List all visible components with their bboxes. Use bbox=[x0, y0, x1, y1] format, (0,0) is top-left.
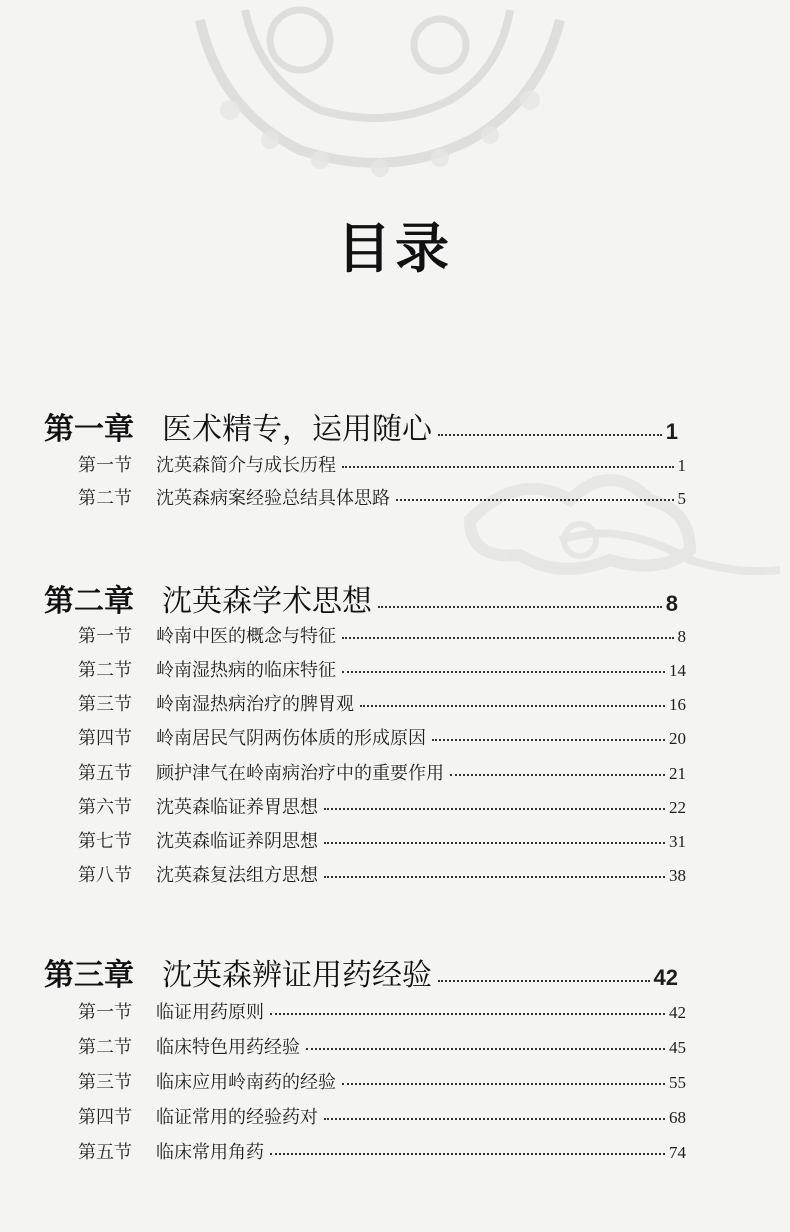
chapter-title: 沈英森辨证用药经验 bbox=[162, 958, 432, 993]
chapter-page: 42 bbox=[653, 965, 678, 990]
section-title: 临证常用的经验药对 bbox=[156, 1107, 318, 1128]
section-page: 31 bbox=[669, 832, 686, 851]
dot-leader bbox=[324, 876, 665, 878]
section-number: 第一节 bbox=[78, 1002, 132, 1023]
section-number: 第三节 bbox=[78, 694, 132, 715]
section-title: 沈英森临证养胃思想 bbox=[156, 797, 318, 818]
dot-leader bbox=[324, 1118, 665, 1120]
section-page: 68 bbox=[669, 1108, 686, 1127]
section-number: 第二节 bbox=[78, 660, 132, 681]
dot-leader bbox=[396, 499, 674, 501]
section-page: 8 bbox=[677, 627, 686, 646]
dot-leader bbox=[342, 466, 674, 468]
section-number: 第五节 bbox=[78, 763, 132, 784]
dot-leader bbox=[324, 842, 665, 844]
chapter-heading[interactable] bbox=[44, 576, 678, 620]
page-title: 目录 bbox=[337, 217, 453, 280]
dot-leader bbox=[432, 739, 665, 741]
section-title: 沈英森临证养阴思想 bbox=[156, 831, 318, 852]
dot-leader bbox=[306, 1048, 665, 1050]
dot-leader bbox=[270, 1153, 665, 1155]
toc-section-entry[interactable] bbox=[78, 1068, 686, 1094]
toc-section-entry[interactable] bbox=[78, 1033, 686, 1059]
dot-leader bbox=[270, 1013, 665, 1015]
section-page: 74 bbox=[669, 1143, 686, 1162]
chapter-title: 沈英森学术思想 bbox=[162, 584, 372, 619]
chapter-heading[interactable] bbox=[44, 404, 678, 448]
chapter-heading[interactable] bbox=[44, 950, 678, 994]
dot-leader bbox=[342, 1083, 665, 1085]
toc-section-entry[interactable] bbox=[78, 827, 686, 853]
section-title: 临床常用角药 bbox=[156, 1142, 264, 1163]
chapter-number: 第三章 bbox=[44, 958, 134, 993]
dot-leader bbox=[360, 705, 665, 707]
section-title: 沈英森复法组方思想 bbox=[156, 865, 318, 886]
dot-leader bbox=[342, 637, 674, 639]
section-title: 岭南中医的概念与特征 bbox=[156, 626, 336, 647]
chapter-number: 第一章 bbox=[44, 412, 134, 447]
toc-section-entry[interactable] bbox=[78, 622, 686, 648]
dot-leader bbox=[342, 671, 665, 673]
section-number: 第五节 bbox=[78, 1142, 132, 1163]
toc-section-entry[interactable] bbox=[78, 724, 686, 750]
chapter-title: 医术精专，运用随心 bbox=[162, 412, 432, 447]
toc-section-entry[interactable] bbox=[78, 484, 686, 510]
chapter-number: 第二章 bbox=[44, 584, 134, 619]
dot-leader bbox=[324, 808, 665, 810]
section-title: 沈英森病案经验总结具体思路 bbox=[156, 488, 390, 509]
section-title: 岭南湿热病治疗的脾胃观 bbox=[156, 694, 354, 715]
section-number: 第一节 bbox=[78, 626, 132, 647]
section-page: 5 bbox=[677, 489, 686, 508]
toc-section-entry[interactable] bbox=[78, 861, 686, 887]
section-page: 21 bbox=[669, 764, 686, 783]
section-page: 22 bbox=[669, 798, 686, 817]
section-title: 顾护津气在岭南病治疗中的重要作用 bbox=[156, 763, 444, 784]
dot-leader bbox=[450, 774, 665, 776]
section-number: 第四节 bbox=[78, 1107, 132, 1128]
section-number: 第一节 bbox=[78, 455, 132, 476]
chapter-page: 8 bbox=[665, 591, 678, 616]
dot-leader bbox=[438, 434, 662, 436]
toc-section-entry[interactable] bbox=[78, 793, 686, 819]
toc-section-entry[interactable] bbox=[78, 690, 686, 716]
section-page: 45 bbox=[669, 1038, 686, 1057]
chapter-page: 1 bbox=[665, 419, 678, 444]
toc-section-entry[interactable] bbox=[78, 1103, 686, 1129]
section-page: 1 bbox=[677, 456, 686, 475]
section-number: 第七节 bbox=[78, 831, 132, 852]
dot-leader bbox=[438, 980, 650, 982]
section-number: 第二节 bbox=[78, 488, 132, 509]
section-title: 沈英森简介与成长历程 bbox=[156, 455, 336, 476]
section-title: 临证用药原则 bbox=[156, 1002, 264, 1023]
section-number: 第三节 bbox=[78, 1072, 132, 1093]
section-number: 第八节 bbox=[78, 865, 132, 886]
section-title: 岭南湿热病的临床特征 bbox=[156, 660, 336, 681]
section-page: 42 bbox=[669, 1003, 686, 1022]
section-page: 14 bbox=[669, 661, 686, 680]
section-page: 20 bbox=[669, 729, 686, 748]
section-number: 第六节 bbox=[78, 797, 132, 818]
section-number: 第二节 bbox=[78, 1037, 132, 1058]
toc-section-entry[interactable] bbox=[78, 759, 686, 785]
section-title: 临床特色用药经验 bbox=[156, 1037, 300, 1058]
section-title: 岭南居民气阴两伤体质的形成原因 bbox=[156, 728, 426, 749]
section-page: 16 bbox=[669, 695, 686, 714]
dot-leader bbox=[378, 606, 662, 608]
section-page: 38 bbox=[669, 866, 686, 885]
toc-section-entry[interactable] bbox=[78, 998, 686, 1024]
toc-section-entry[interactable] bbox=[78, 451, 686, 477]
toc-section-entry[interactable] bbox=[78, 656, 686, 682]
section-page: 55 bbox=[669, 1073, 686, 1092]
section-number: 第四节 bbox=[78, 728, 132, 749]
toc-section-entry[interactable] bbox=[78, 1138, 686, 1164]
section-title: 临床应用岭南药的经验 bbox=[156, 1072, 336, 1093]
